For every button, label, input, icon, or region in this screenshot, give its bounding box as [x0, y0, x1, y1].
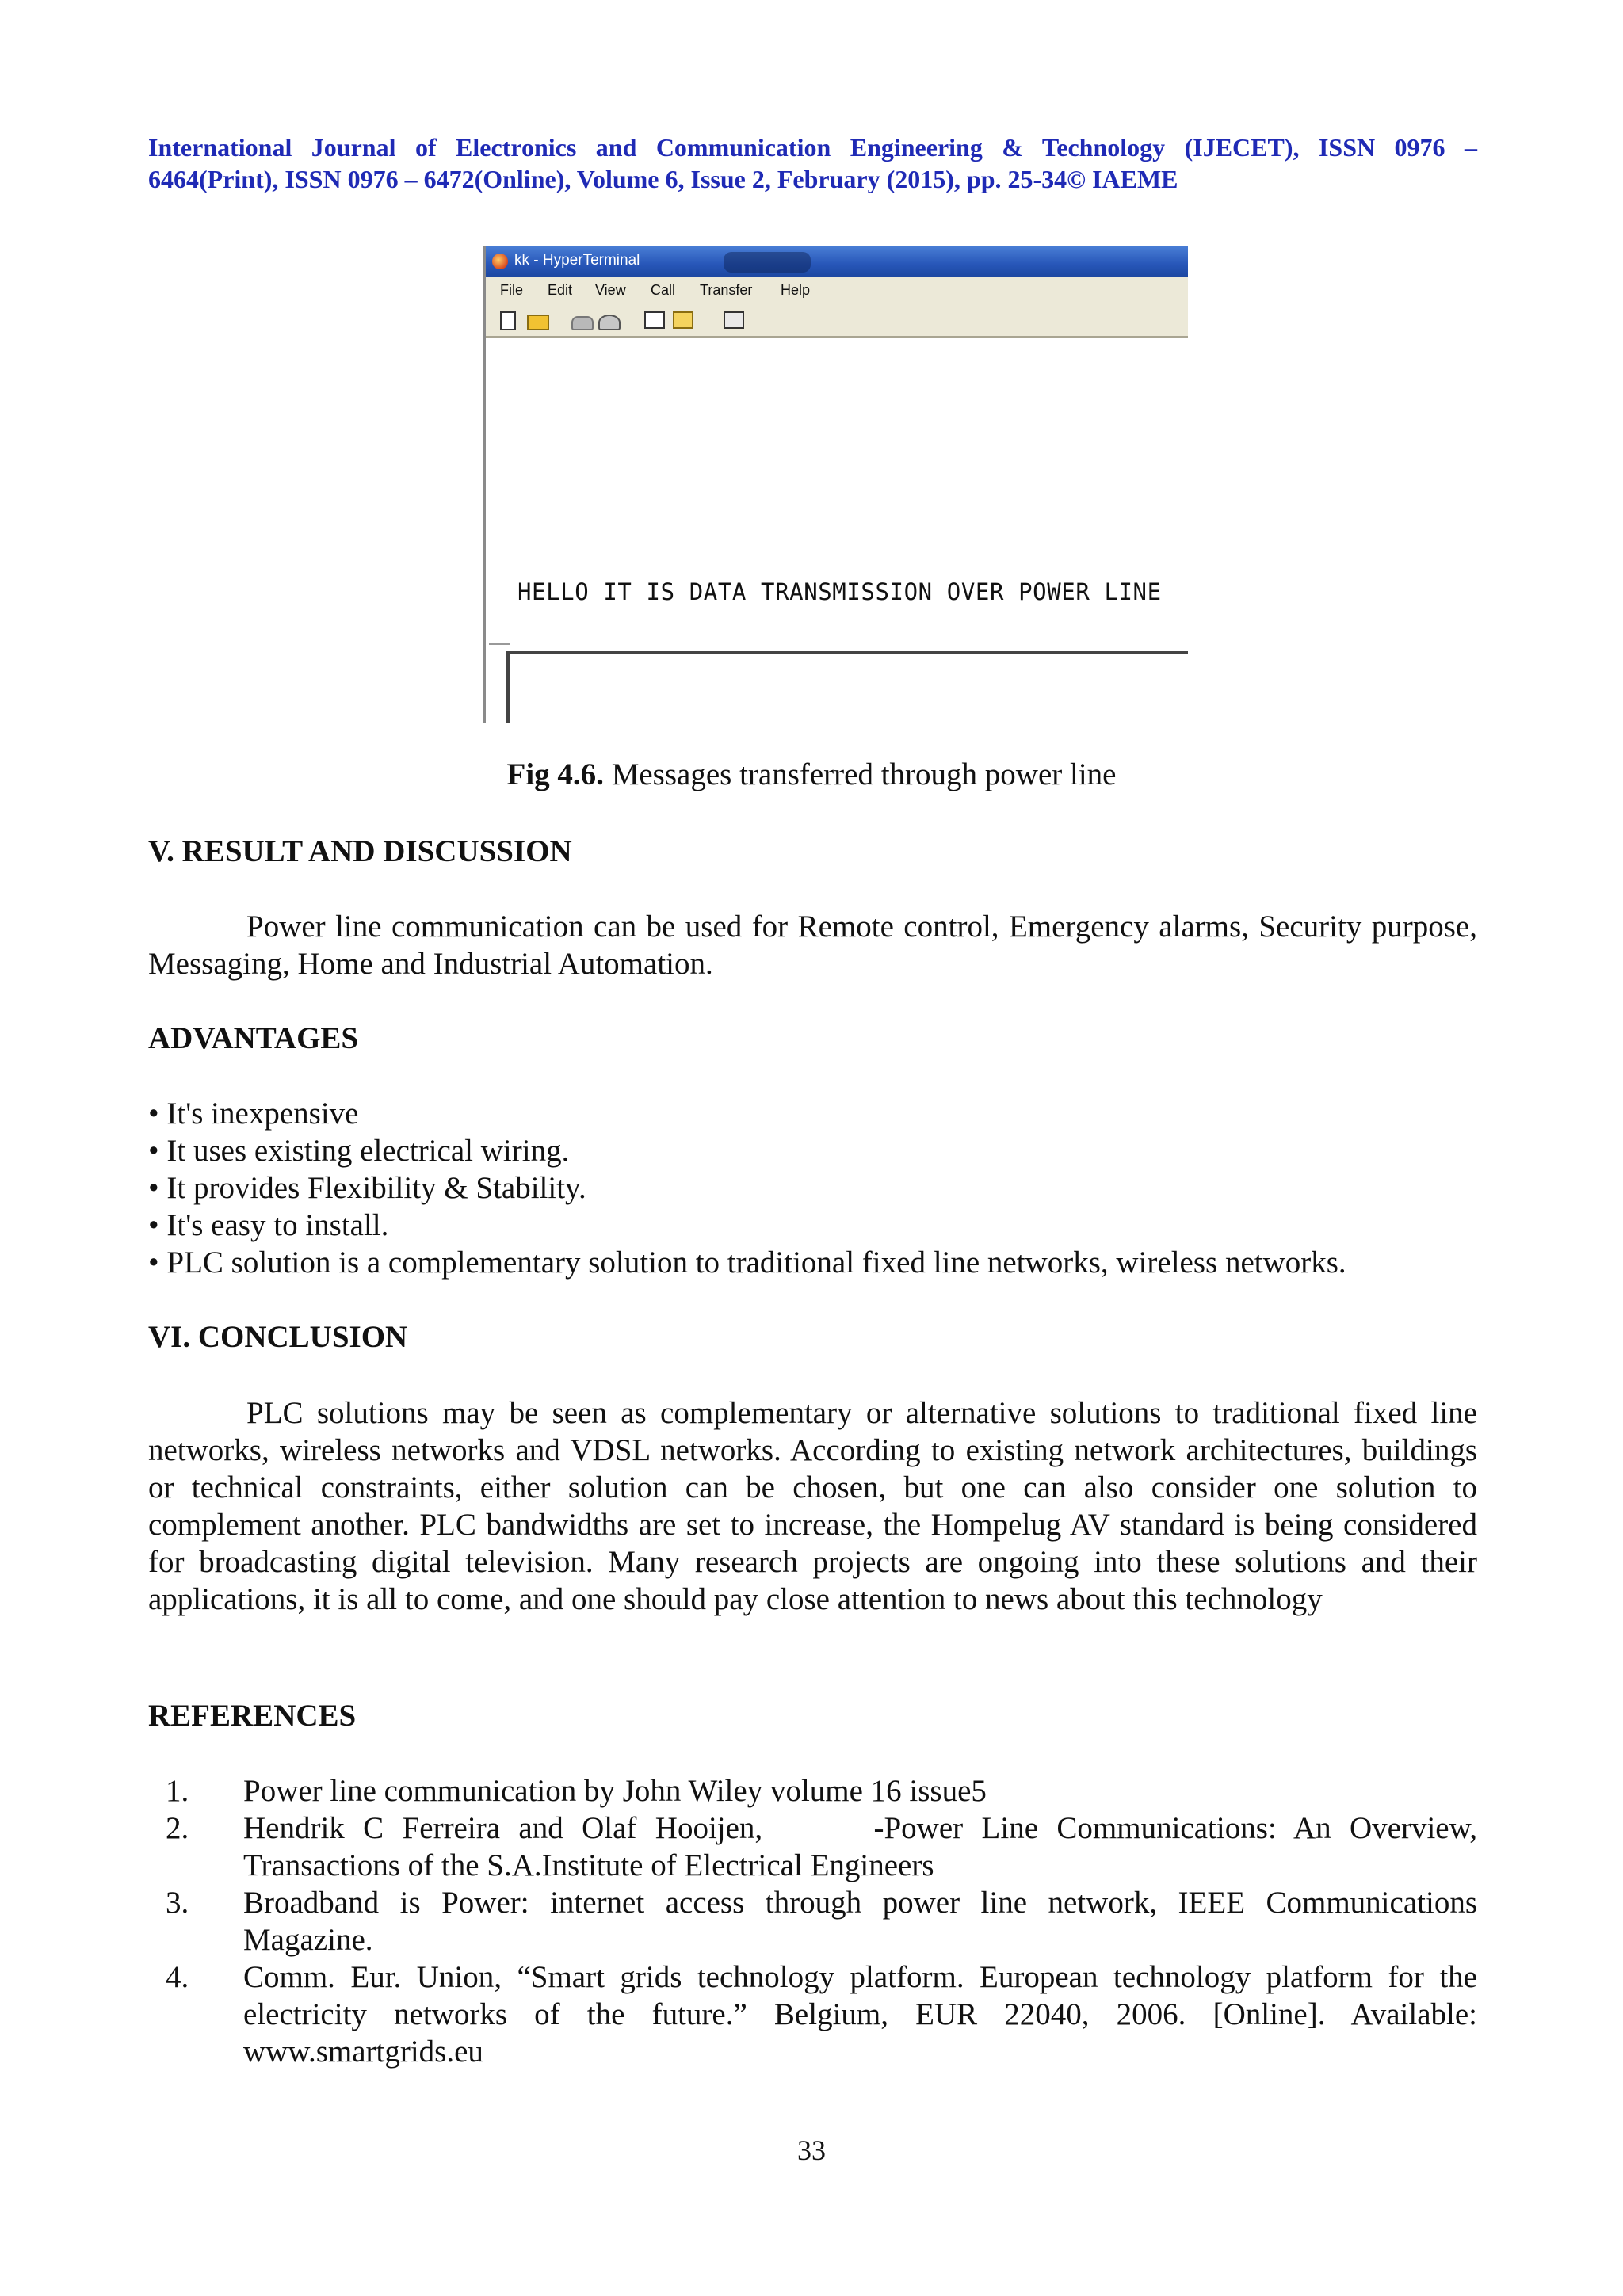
new-document-icon[interactable]	[500, 311, 516, 330]
panel-ledge	[489, 643, 510, 653]
window-titlebar	[486, 246, 1188, 277]
menu-edit[interactable]: Edit	[548, 282, 573, 298]
advantage-item: • It provides Flexibility & Stability.	[148, 1171, 586, 1205]
advantage-item: • It's inexpensive	[148, 1097, 359, 1131]
reference-number: 3.	[166, 1886, 189, 1920]
menu-call[interactable]: Call	[651, 282, 676, 298]
journal-header-line-1: International Journal of Electronics and Communication Engineering & Technology (IJECET), ISSN 0976 –	[148, 133, 1477, 162]
send-file-icon[interactable]	[644, 311, 665, 329]
menu-file[interactable]: File	[500, 282, 524, 298]
reference-number: 2.	[166, 1811, 189, 1845]
figure-caption-text: Messages transferred through power line	[603, 757, 1117, 791]
properties-icon[interactable]	[724, 311, 744, 329]
menu-transfer[interactable]: Transfer	[700, 282, 753, 298]
reference-item	[148, 1810, 1485, 1884]
menu-help[interactable]: Help	[781, 282, 811, 298]
window-title: kk - HyperTerminal	[514, 252, 640, 269]
journal-header	[148, 132, 1477, 195]
section-heading-advantages: ADVANTAGES	[148, 1021, 359, 1055]
hyperterminal-screenshot	[483, 246, 1188, 723]
hyperterminal-app-icon	[492, 254, 508, 269]
section-heading-result: V. RESULT AND DISCUSSION	[148, 834, 572, 868]
menu-bar	[486, 277, 1188, 305]
section-heading-conclusion: VI. CONCLUSION	[148, 1320, 408, 1354]
figure-caption	[0, 757, 1623, 792]
reference-text: Power line communication by John Wiley volume 16 issue5	[243, 1774, 987, 1808]
advantage-item: • PLC solution is a complementary solution to traditional fixed line networks, wireless networks.	[148, 1245, 1346, 1280]
advantage-item: • It uses existing electrical wiring.	[148, 1134, 570, 1168]
advantage-item: • It's easy to install.	[148, 1208, 389, 1242]
result-paragraph: Power line communication can be used for Remote control, Emergency alarms, Security purpose, Messaging, Home and Industrial Automation.	[148, 910, 1477, 981]
references-list	[148, 1772, 1485, 2070]
figure-caption-label: Fig 4.6.	[506, 757, 604, 791]
terminal-area[interactable]	[486, 338, 1188, 723]
conclusion-paragraph: PLC solutions may be seen as complementary or alternative solutions to traditional fixed line networks, wireless networks and VDSL networks. According to existing network architectures, buildings or technical constraints, either solution can be chosen, but one can also consider one solution to complement another. PLC bandwidths are set to increase, the Hompelug AV standard is being considered for broadcasting digital television. Many research projects are ongoing into these solutions and their applications, it is all to come, and one should pay close attention to news about this technology	[148, 1396, 1477, 1616]
menu-view[interactable]: View	[595, 282, 626, 298]
reference-text: Comm. Eur. Union, “Smart grids technology platform. European technology platform for the electricity networks of the future.” Belgium, EUR 22040, 2006. [Online]. Available: www.smartgrids.eu	[243, 1960, 1477, 2069]
receive-file-icon[interactable]	[673, 311, 693, 329]
phone-call-icon[interactable]	[571, 316, 594, 330]
reference-number: 4.	[166, 1960, 189, 1994]
advantages-list	[148, 1095, 1346, 1281]
reference-item	[148, 1958, 1477, 2070]
terminal-text: HELLO IT IS DATA TRANSMISSION OVER POWER LINE	[517, 578, 1162, 605]
terminal-output-panel	[506, 651, 1188, 723]
reference-item	[148, 1884, 1477, 1958]
titlebar-blur	[724, 252, 811, 273]
reference-text: Broadband is Power: internet access through power line network, IEEE Communications Magazine.	[243, 1886, 1477, 1957]
toolbar	[486, 304, 1188, 338]
reference-item	[148, 1772, 1477, 1810]
reference-number: 1.	[166, 1774, 189, 1808]
section-heading-references: REFERENCES	[148, 1699, 357, 1733]
open-folder-icon[interactable]	[527, 315, 549, 330]
reference-text: Hendrik C Ferreira and Olaf Hooijen, -Power Line Communications: An Overview, Transactions of the S.A.Institute of Electrical Engineers	[243, 1811, 1485, 1882]
hang-up-icon[interactable]	[598, 315, 621, 330]
journal-header-line-2: 6464(Print), ISSN 0976 – 6472(Online), Volume 6, Issue 2, February (2015), pp. 25-34© IAEME	[148, 165, 1178, 193]
page-number: 33	[797, 2134, 826, 2166]
